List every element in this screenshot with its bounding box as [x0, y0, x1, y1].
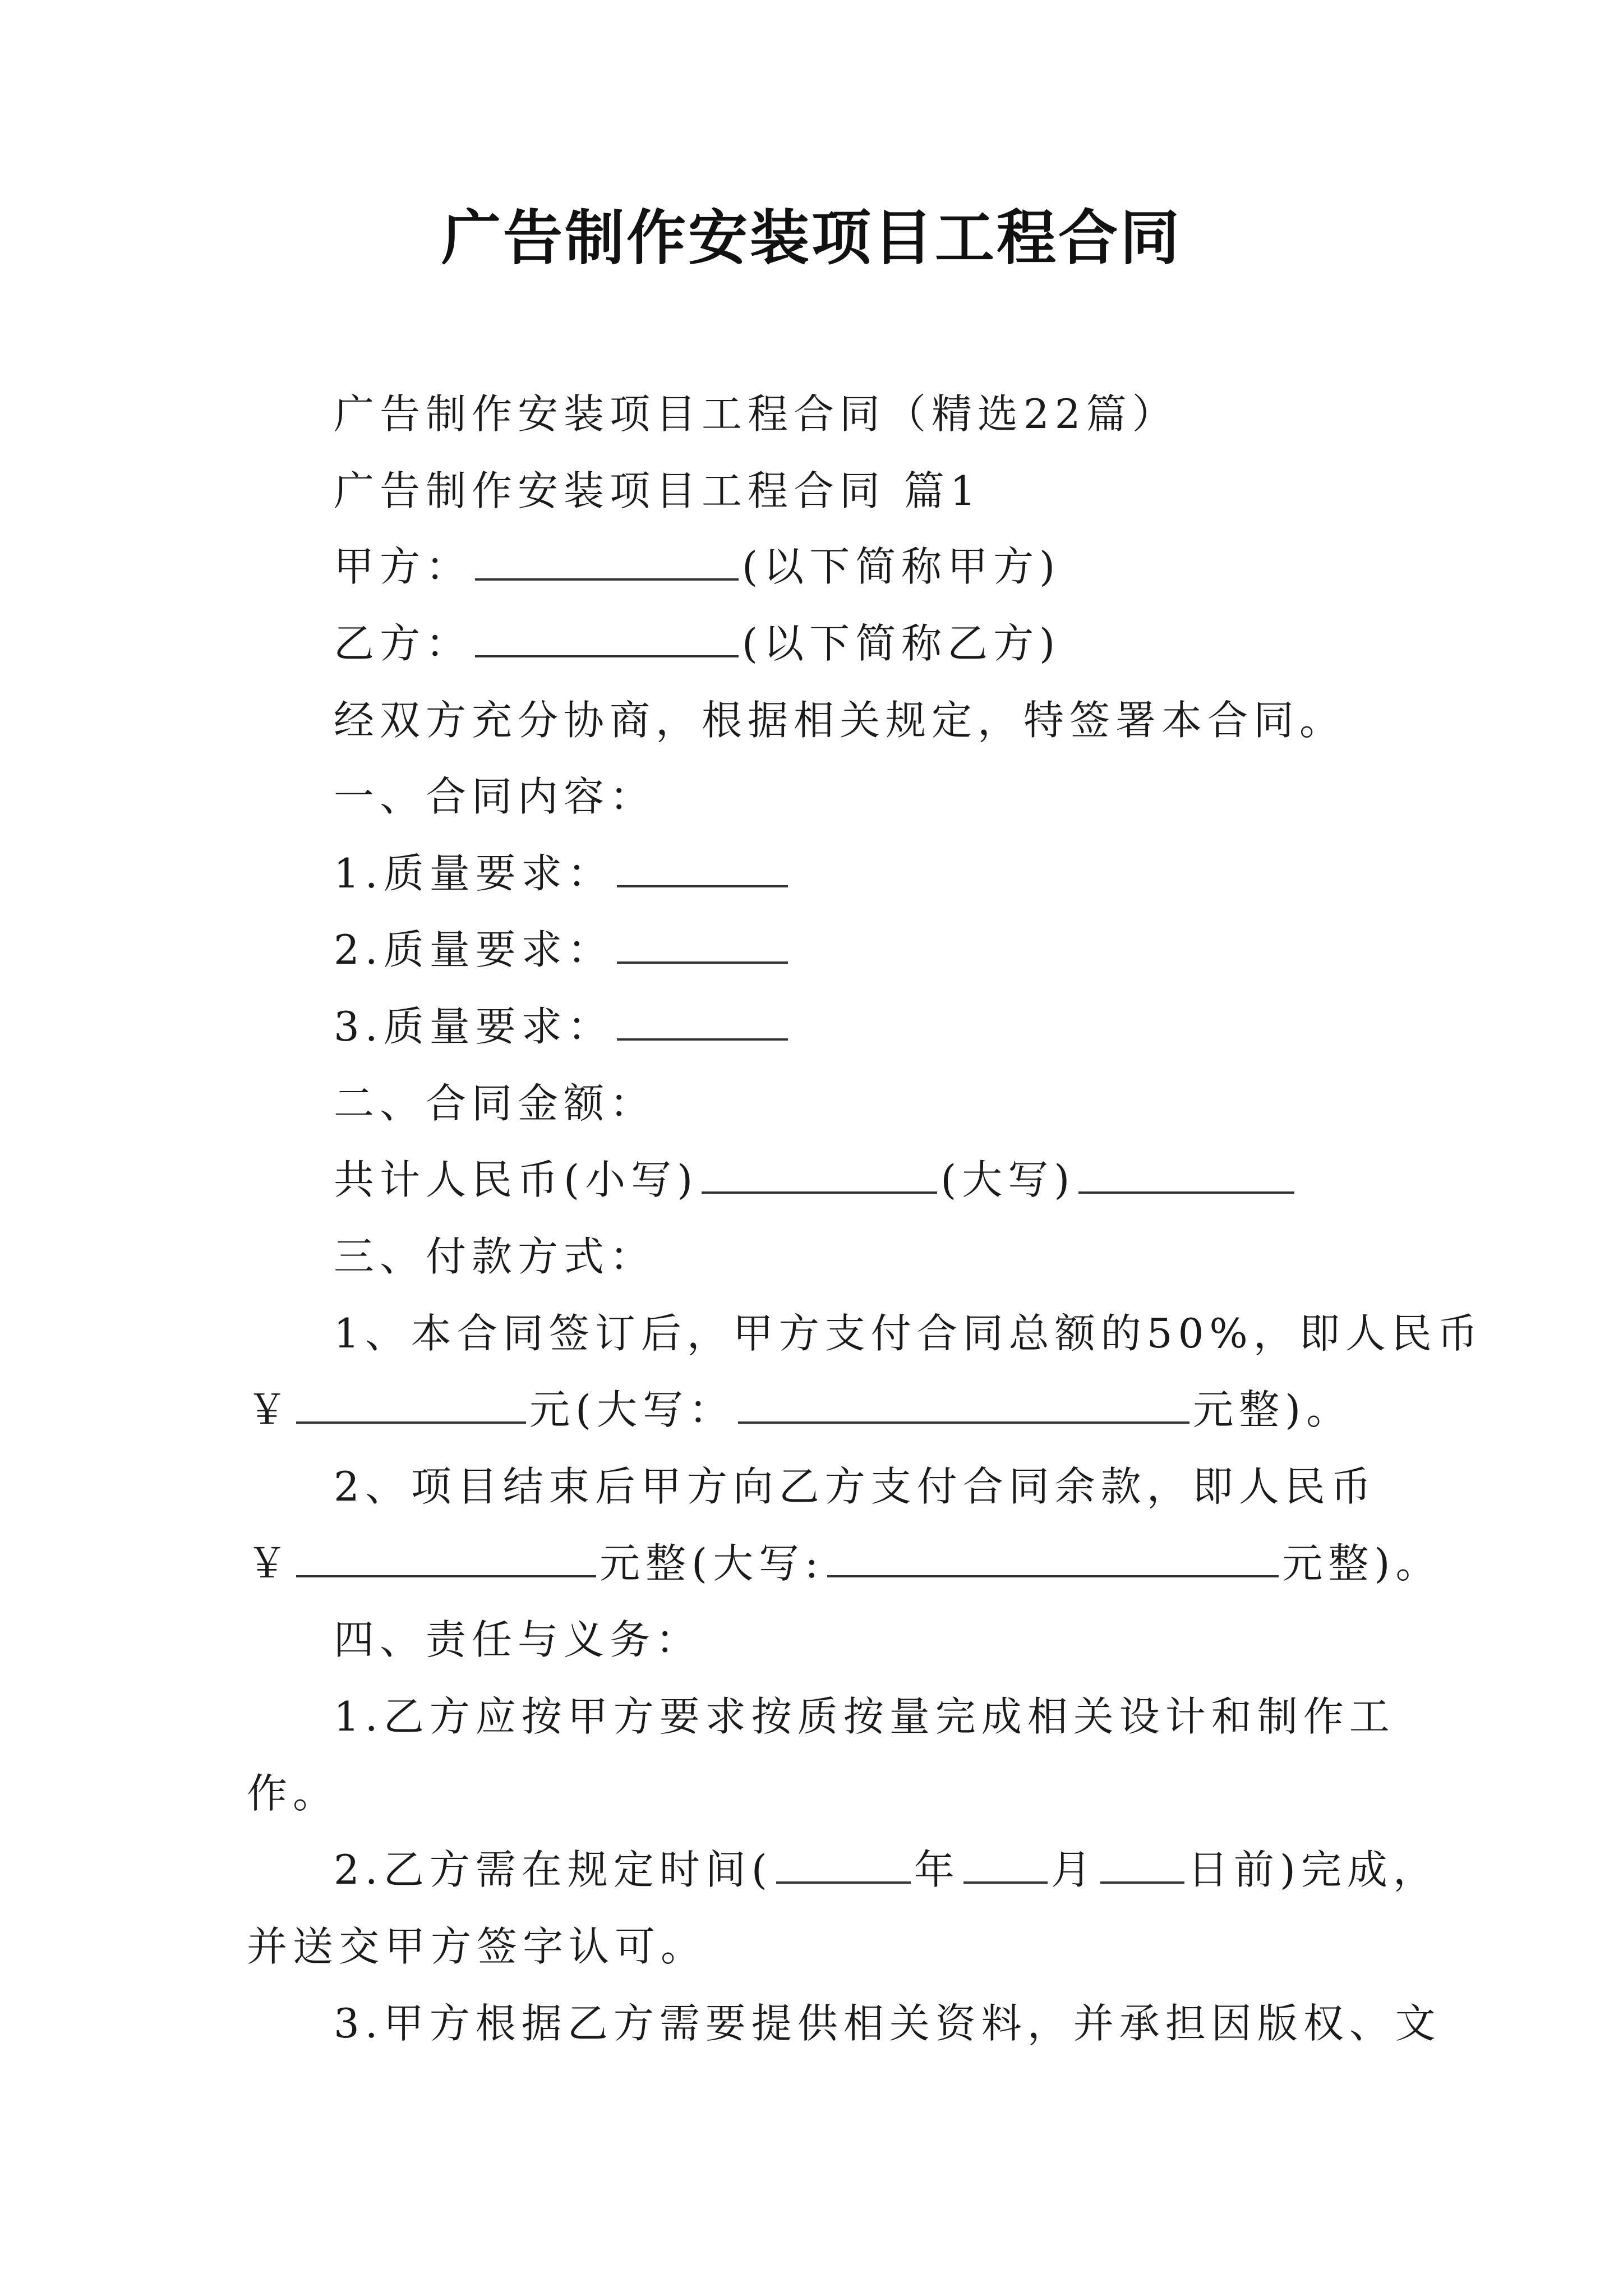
total-prefix: 共计人民币(小写)	[334, 1156, 699, 1203]
deadline-month-blank	[963, 1846, 1048, 1884]
payment-2-words-blank	[827, 1539, 1279, 1577]
payment-2-line2	[247, 1535, 1441, 1591]
party-a-blank	[475, 542, 739, 581]
payment-2-line1: 2、项目结束后甲方向乙方支付合同余款，即人民币	[334, 1463, 1377, 1510]
payment-2-amount-blank	[296, 1539, 596, 1577]
party-b-suffix: (以下简称乙方)	[742, 620, 1061, 667]
duty-2-line2: 并送交甲方签字认可。	[247, 1923, 707, 1970]
duty-2-year: 年	[914, 1846, 960, 1893]
payment-1-mid: 元(大写：	[529, 1386, 735, 1433]
section4-heading: 四、责任与义务：	[334, 1616, 702, 1663]
total-amount-line	[334, 1152, 1298, 1208]
payment-1-line1: 1、本合同签订后，甲方支付合同总额的50%，即人民币	[334, 1310, 1483, 1357]
section2-heading: 二、合同金额：	[334, 1080, 656, 1127]
duty-2-month: 月	[1050, 1846, 1097, 1893]
quality-item-1-label: 1.质量要求：	[334, 850, 614, 897]
payment-1-end: 元整)。	[1193, 1386, 1353, 1433]
duty-2-start: 2.乙方需在规定时间(	[334, 1846, 773, 1893]
payment-1-amount-blank	[296, 1386, 526, 1424]
deadline-day-blank	[1100, 1846, 1184, 1884]
payment-1-line2	[247, 1382, 1352, 1438]
quality-item-3	[334, 999, 791, 1055]
quality-item-1-blank	[617, 849, 788, 887]
party-a-line	[334, 539, 1061, 595]
quality-item-2	[334, 922, 791, 978]
total-large-blank	[1078, 1156, 1294, 1194]
duty-2-day-end: 日前)完成，	[1187, 1846, 1439, 1893]
duty-2-line1	[334, 1842, 1439, 1898]
total-mid: (大写)	[940, 1156, 1076, 1203]
total-small-blank	[702, 1156, 937, 1194]
deadline-year-blank	[776, 1846, 911, 1884]
quality-item-2-blank	[617, 926, 788, 964]
document-title: 广告制作安装项目工程合同	[441, 204, 1182, 273]
quality-item-3-label: 3.质量要求：	[334, 1003, 614, 1050]
party-b-blank	[475, 619, 739, 657]
duty-1-line1: 1.乙方应按甲方要求按质按量完成相关设计和制作工	[334, 1693, 1395, 1740]
section1-heading: 一、合同内容：	[334, 773, 656, 820]
duty-1-line2: 作。	[247, 1770, 339, 1817]
duty-3-line1: 3.甲方根据乙方需要提供相关资料，并承担因版权、文	[334, 2000, 1441, 2047]
chapter-heading: 广告制作安装项目工程合同 篇1	[334, 467, 981, 514]
party-b-label: 乙方：	[334, 620, 472, 667]
payment-1-words-blank	[738, 1386, 1189, 1424]
payment-2-currency: ￥	[247, 1540, 293, 1587]
quality-item-2-label: 2.质量要求：	[334, 926, 614, 973]
payment-1-currency: ￥	[247, 1386, 293, 1433]
party-a-suffix: (以下简称甲方)	[742, 543, 1061, 590]
subtitle: 广告制作安装项目工程合同（精选22篇）	[334, 390, 1178, 438]
section3-heading: 三、付款方式：	[334, 1233, 656, 1280]
payment-2-mid: 元整(大写:	[600, 1540, 824, 1587]
quality-item-3-blank	[617, 1002, 788, 1041]
party-b-line	[334, 615, 1061, 671]
quality-item-1	[334, 845, 791, 901]
intro-paragraph: 经双方充分协商，根据相关规定，特签署本合同。	[334, 697, 1346, 744]
party-a-label: 甲方：	[334, 543, 472, 590]
payment-2-end: 元整)。	[1282, 1540, 1442, 1587]
